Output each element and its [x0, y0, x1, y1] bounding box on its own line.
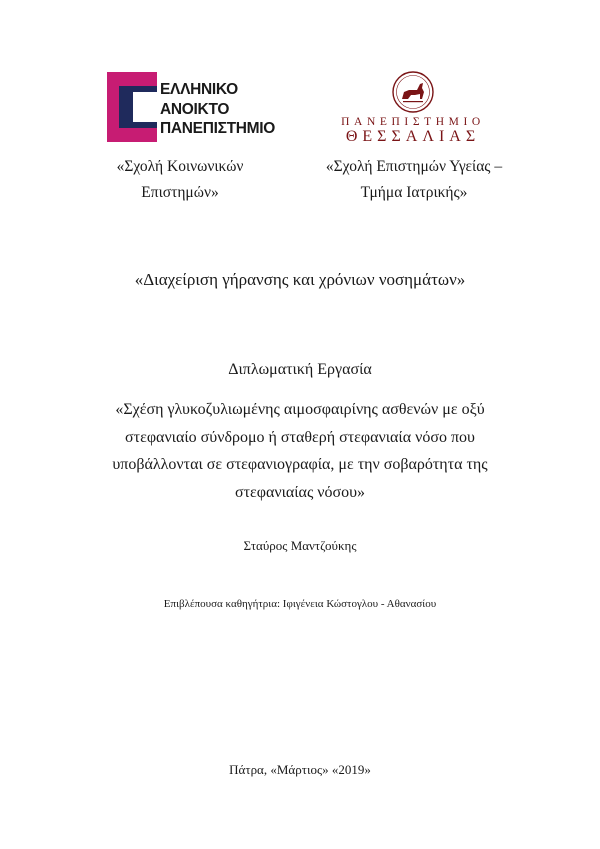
school-left: [100, 154, 260, 206]
thesis-title-line: υποβάλλονται σε στεφανιογραφία, με την σοβαρότητα της: [112, 456, 488, 473]
thesis-title-line: στεφανιαίο σύνδρομο ή σταθερή στεφανιαία νόσο που: [125, 428, 475, 446]
author-name: Σταύρος Μαντζούκης: [243, 538, 357, 553]
centaur-seal-icon: [391, 70, 435, 114]
thesis-title: [60, 396, 540, 506]
eap-logo-text: [160, 80, 275, 139]
eap-emblem-icon: [107, 72, 157, 142]
school-left-line: Επιστημών»: [141, 184, 219, 201]
school-right-line: Τμήμα Ιατρικής»: [360, 184, 468, 201]
eap-logo: [107, 72, 287, 142]
thesis-title-line: στεφανιαίας νόσου»: [234, 483, 366, 501]
place-date: Πάτρα, «Μάρτιος» «2019»: [229, 762, 371, 777]
eap-logo-line: ΕΛΛΗΝΙΚΟ: [160, 81, 238, 98]
uth-logo-line2: ΘΕΣΣΑΛΙΑΣ: [345, 128, 481, 145]
school-right-line: «Σχολή Επιστημών Υγείας –: [325, 158, 503, 175]
thesis-title-line: «Σχέση γλυκοζυλιωμένης αιμοσφαιρίνης ασθενών με οξύ: [115, 401, 485, 418]
thesis-type: Διπλωματική Εργασία: [228, 361, 372, 378]
uth-logo-line1: ΠΑΝΕΠΙΣΤΗΜΙΟ: [341, 116, 485, 128]
eap-logo-line: ΑΝΟΙΚΤΟ: [160, 100, 230, 118]
supervisor: Επιβλέπουσα καθηγήτρια: Ιφιγένεια Κώστογλου - Αθανασίου: [163, 598, 437, 610]
school-left-line: «Σχολή Κοινωνικών: [116, 158, 244, 175]
program-title: «Διαχείριση γήρανσης και χρόνιων νοσημάτων»: [134, 270, 466, 289]
uth-logo: [318, 70, 508, 145]
eap-logo-line: ΠΑΝΕΠΙΣΤΗΜΙΟ: [160, 120, 276, 137]
school-right: [298, 154, 530, 206]
